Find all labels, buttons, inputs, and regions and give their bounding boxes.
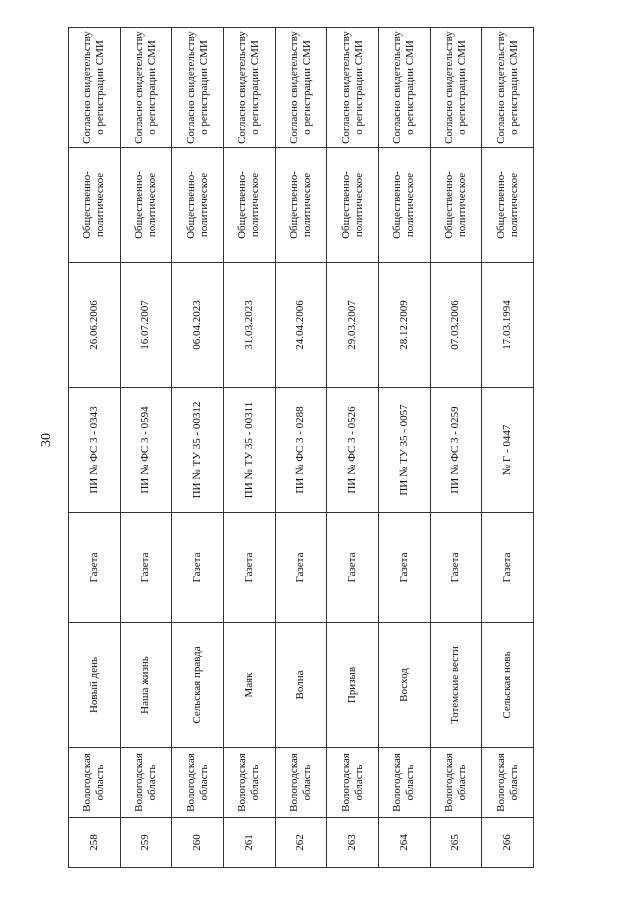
registration-date-cell: 06.04.2023 (172, 263, 224, 388)
registration-number-cell: ПИ № ТУ 35 - 00311 (223, 388, 275, 513)
title-cell: Маяк (223, 623, 275, 748)
region-cell: Вологодская область (120, 748, 172, 818)
type-cell: Общественно-политическое (172, 148, 224, 263)
row-number: 262 (275, 818, 327, 868)
title-cell: Наша жизнь (120, 623, 172, 748)
page-number: 30 (39, 433, 54, 447)
table-row (430, 28, 482, 868)
registration-date-cell: 31.03.2023 (223, 263, 275, 388)
form-cell: Газета (120, 513, 172, 623)
registration-date-cell: 26.06.2006 (69, 263, 121, 388)
registration-number-cell: ПИ № ФС 3 - 0526 (327, 388, 379, 513)
registration-date-cell: 29.03.2007 (327, 263, 379, 388)
title-cell: Восход (378, 623, 430, 748)
registration-date-cell: 07.03.2006 (430, 263, 482, 388)
type-cell: Общественно-политическое (275, 148, 327, 263)
row-number: 260 (172, 818, 224, 868)
registration-number-cell: ПИ № ФС 3 - 0288 (275, 388, 327, 513)
note-cell: Согласно свидетельству о регистрации СМИ (275, 28, 327, 148)
region-cell: Вологодская область (69, 748, 121, 818)
form-cell: Газета (69, 513, 121, 623)
table-row (223, 28, 275, 868)
region-cell: Вологодская область (275, 748, 327, 818)
region-cell: Вологодская область (327, 748, 379, 818)
registration-number-cell: ПИ № ФС 3 - 0594 (120, 388, 172, 513)
form-cell: Газета (223, 513, 275, 623)
row-number: 259 (120, 818, 172, 868)
note-cell: Согласно свидетельству о регистрации СМИ (172, 28, 224, 148)
table-row (120, 28, 172, 868)
type-cell: Общественно-политическое (120, 148, 172, 263)
form-cell: Газета (275, 513, 327, 623)
type-cell: Общественно-политическое (482, 148, 534, 263)
form-cell: Газета (378, 513, 430, 623)
note-cell: Согласно свидетельству о регистрации СМИ (120, 28, 172, 148)
registration-number-cell: № Г - 0447 (482, 388, 534, 513)
row-number: 263 (327, 818, 379, 868)
title-cell: Тотемские вести (430, 623, 482, 748)
form-cell: Газета (172, 513, 224, 623)
registration-number-cell: ПИ № ТУ 35 - 00312 (172, 388, 224, 513)
table-row (327, 28, 379, 868)
rotated-table-container (68, 28, 534, 868)
registration-date-cell: 16.07.2007 (120, 263, 172, 388)
title-cell: Волна (275, 623, 327, 748)
type-cell: Общественно-политическое (378, 148, 430, 263)
registration-date-cell: 17.03.1994 (482, 263, 534, 388)
registration-date-cell: 28.12.2009 (378, 263, 430, 388)
form-cell: Газета (327, 513, 379, 623)
form-cell: Газета (482, 513, 534, 623)
table-row (69, 28, 121, 868)
region-cell: Вологодская область (482, 748, 534, 818)
note-cell: Согласно свидетельству о регистрации СМИ (327, 28, 379, 148)
table-row (275, 28, 327, 868)
title-cell: Сельская новь (482, 623, 534, 748)
form-cell: Газета (430, 513, 482, 623)
media-registry-table (68, 27, 534, 868)
note-cell: Согласно свидетельству о регистрации СМИ (378, 28, 430, 148)
region-cell: Вологодская область (430, 748, 482, 818)
type-cell: Общественно-политическое (430, 148, 482, 263)
title-cell: Сельская правда (172, 623, 224, 748)
table-row (482, 28, 534, 868)
region-cell: Вологодская область (172, 748, 224, 818)
type-cell: Общественно-политическое (69, 148, 121, 263)
table-row (172, 28, 224, 868)
type-cell: Общественно-политическое (327, 148, 379, 263)
note-cell: Согласно свидетельству о регистрации СМИ (430, 28, 482, 148)
registration-number-cell: ПИ № ФС 3 - 0259 (430, 388, 482, 513)
table-row (378, 28, 430, 868)
registration-number-cell: ПИ № ТУ 35 - 0057 (378, 388, 430, 513)
row-number: 261 (223, 818, 275, 868)
title-cell: Новый день (69, 623, 121, 748)
row-number: 264 (378, 818, 430, 868)
row-number: 266 (482, 818, 534, 868)
row-number: 265 (430, 818, 482, 868)
note-cell: Согласно свидетельству о регистрации СМИ (223, 28, 275, 148)
region-cell: Вологодская область (223, 748, 275, 818)
region-cell: Вологодская область (378, 748, 430, 818)
note-cell: Согласно свидетельству о регистрации СМИ (482, 28, 534, 148)
note-cell: Согласно свидетельству о регистрации СМИ (69, 28, 121, 148)
registration-number-cell: ПИ № ФС 3 - 0343 (69, 388, 121, 513)
row-number: 258 (69, 818, 121, 868)
type-cell: Общественно-политическое (223, 148, 275, 263)
registration-date-cell: 24.04.2006 (275, 263, 327, 388)
title-cell: Призыв (327, 623, 379, 748)
